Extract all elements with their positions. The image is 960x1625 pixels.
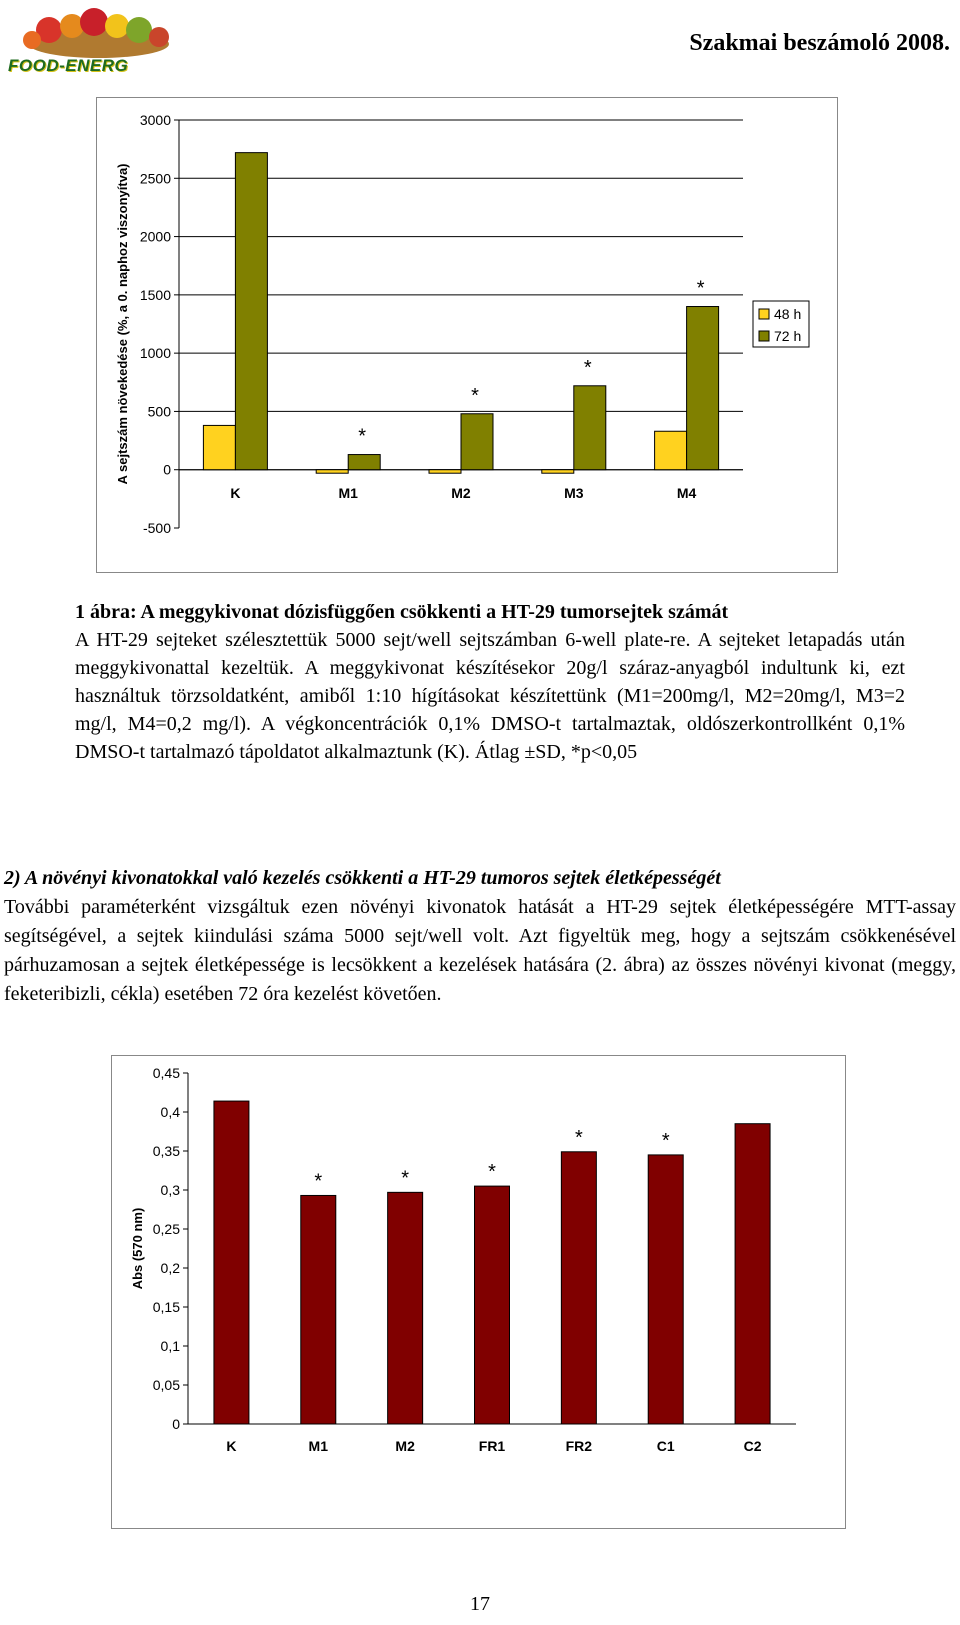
- bar-M3-48 h: [542, 470, 574, 473]
- page-number: 17: [470, 1593, 490, 1615]
- y-tick-label: 500: [147, 403, 171, 420]
- bar-FR2-value: [561, 1152, 596, 1424]
- bar-M2-72 h: [461, 414, 493, 470]
- figure1-svg: [97, 98, 837, 572]
- bar-M2-48 h: [429, 470, 461, 473]
- bar-K-72 h: [235, 153, 267, 470]
- significance-marker: *: [314, 1170, 323, 1193]
- y-axis-label: A sejtszám növekedése (%, a 0. naphoz viszonyítva): [115, 163, 130, 485]
- significance-marker: *: [661, 1129, 670, 1152]
- y-tick-label: 2500: [139, 170, 171, 187]
- figure1-caption-body: A HT-29 sejteket szélesztettük 5000 sejt/well sejtszámban 6-well plate-re. A sejteket letapadás után meggykivonattal kezeltük. A meggykivonat készítésekor 20g/l száraz-anyagból indultunk ki, ezt használtuk törzsoldatként, amiből 1:10 hígításokat készítettünk (M1=200mg/l, M2=20mg/l, M3=2 mg/l, M4=0,2 mg/l). A végkoncentrációk 0,1% DMSO-t tartalmaztak, oldószerkontrollként 0,1% DMSO-t tartalmazó tápoldatot alkalmaztunk (K). Átlag ±SD, *p<0,05: [75, 629, 905, 763]
- x-tick-label: K: [226, 1438, 237, 1454]
- food-energ-logo: [4, 4, 184, 76]
- y-tick-label: 0,35: [152, 1143, 180, 1159]
- bar-M2-value: [388, 1192, 423, 1424]
- page-header-title: Szakmai beszámoló 2008.: [689, 30, 950, 56]
- significance-marker: *: [696, 277, 705, 300]
- bar-FR1-value: [475, 1186, 510, 1424]
- section-2-body: További paraméterként vizsgáltuk ezen növényi kivonatok hatását a HT-29 sejtek életképességére MTT-assay segítségével, a sejtek kiindulási száma 5000 sejt/well volt. Azt figyeltük meg, hogy a sejtszám csökkenésével párhuzamosan a sejtek életképessége is lecsökkent a kezelések hatására (2. ábra) az összes növényi kivonat (meggy, feketeribizli, cékla) esetében 72 óra kezelést követően.: [4, 896, 956, 1005]
- y-tick-label: 0: [172, 1416, 180, 1432]
- y-tick-label: 0,4: [160, 1104, 180, 1120]
- section-2: [4, 864, 956, 1009]
- bar-M1-72 h: [348, 455, 380, 470]
- figure1-caption: [75, 598, 905, 766]
- legend-swatch-48 h: [759, 309, 769, 319]
- bar-M1-48 h: [316, 470, 348, 473]
- y-tick-label: -500: [142, 520, 171, 536]
- bar-M3-72 h: [574, 386, 606, 470]
- y-axis-label: Abs (570 nm): [130, 1207, 145, 1290]
- x-tick-label: M4: [676, 485, 697, 501]
- x-tick-label: M1: [308, 1438, 329, 1454]
- y-tick-label: 0: [163, 461, 171, 478]
- y-tick-label: 0,15: [152, 1299, 180, 1315]
- y-tick-label: 3000: [139, 112, 171, 128]
- bar-K-48 h: [203, 425, 235, 469]
- y-tick-label: 1500: [139, 286, 171, 303]
- y-tick-label: 0,05: [152, 1377, 180, 1393]
- bar-M4-48 h: [655, 431, 687, 469]
- x-tick-label: C2: [743, 1438, 762, 1454]
- logo-text: FOOD-ENERG: [8, 56, 129, 75]
- y-tick-label: 1000: [139, 345, 171, 362]
- section-2-heading: 2) A növényi kivonatokkal való kezelés csökkenti a HT-29 tumoros sejtek életképességét: [4, 867, 721, 889]
- bar-K-value: [214, 1101, 249, 1424]
- x-tick-label: M1: [338, 485, 358, 501]
- x-tick-label: M2: [395, 1438, 415, 1454]
- legend-label: 48 h: [774, 306, 802, 322]
- x-tick-label: C1: [656, 1438, 675, 1454]
- y-tick-label: 0,3: [160, 1182, 180, 1198]
- bar-C1-value: [648, 1155, 683, 1424]
- legend-label: 72 h: [774, 328, 802, 344]
- x-tick-label: M3: [564, 485, 584, 501]
- x-tick-label: FR2: [565, 1438, 593, 1454]
- figure2-svg: [112, 1056, 845, 1528]
- bar-C2-value: [735, 1124, 770, 1424]
- significance-marker: *: [488, 1161, 496, 1184]
- figure1-caption-title: 1 ábra: A meggykivonat dózisfüggően csökkenti a HT-29 tumorsejtek számát: [75, 601, 729, 623]
- significance-marker: *: [583, 356, 592, 379]
- y-tick-label: 0,1: [160, 1338, 180, 1354]
- legend-swatch-72 h: [759, 331, 769, 341]
- x-tick-label: K: [230, 485, 241, 501]
- bar-M1-value: [301, 1195, 336, 1424]
- y-tick-label: 0,45: [152, 1065, 180, 1081]
- x-tick-label: FR1: [478, 1438, 506, 1454]
- y-tick-label: 0,2: [160, 1260, 180, 1276]
- bar-M4-72 h: [687, 307, 719, 470]
- significance-marker: *: [471, 384, 479, 407]
- x-tick-label: M2: [451, 485, 471, 501]
- figure1-chart: [96, 97, 838, 573]
- y-tick-label: 0,25: [152, 1221, 180, 1237]
- figure2-chart: [111, 1055, 846, 1529]
- significance-marker: *: [358, 425, 367, 448]
- y-tick-label: 2000: [139, 228, 171, 245]
- significance-marker: *: [574, 1126, 583, 1149]
- significance-marker: *: [401, 1167, 410, 1190]
